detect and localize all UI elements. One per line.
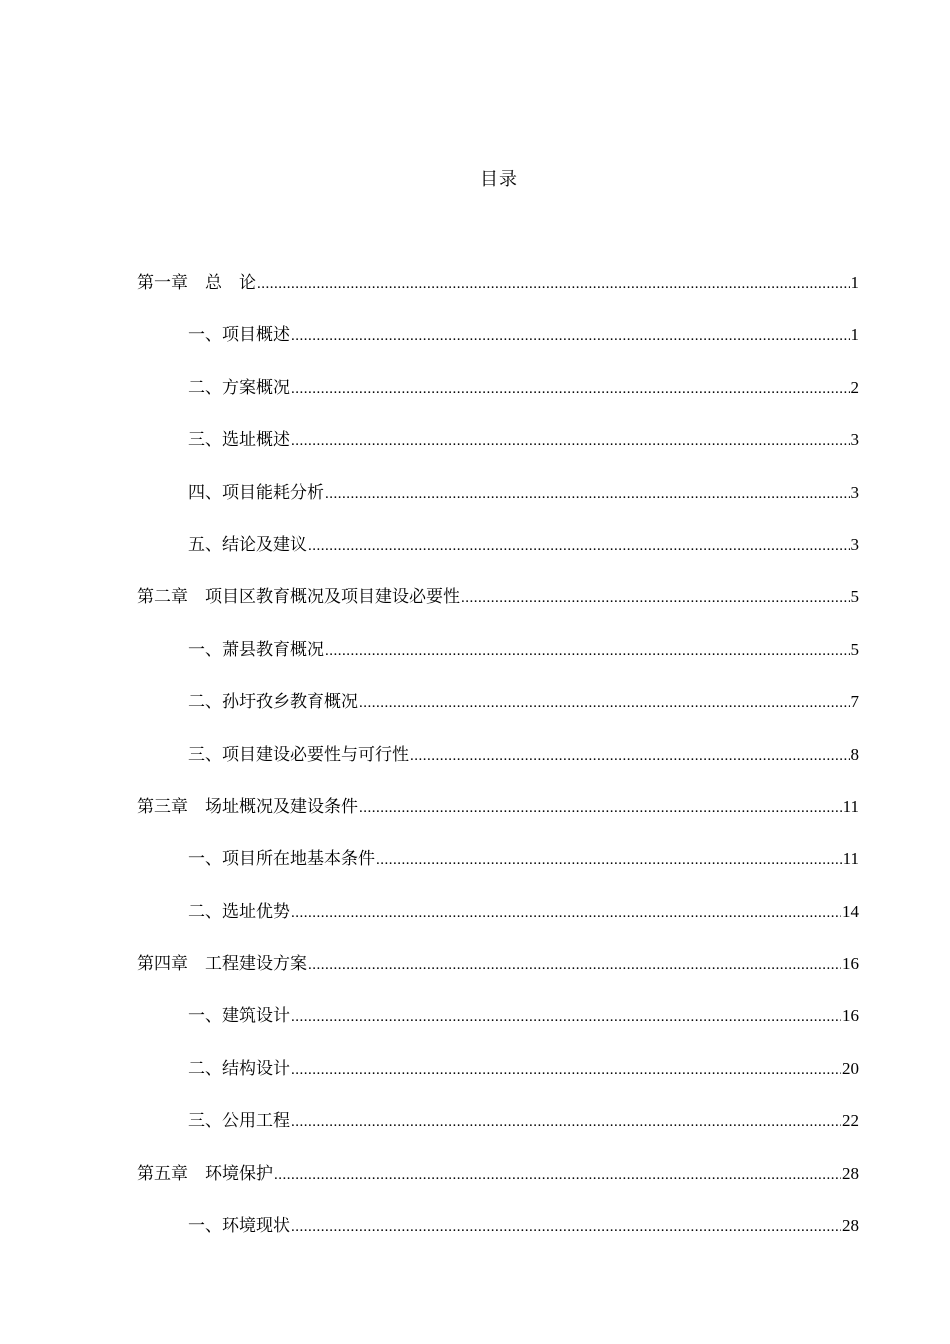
toc-page-number: 8 (850, 744, 859, 764)
toc-dot-leader (410, 743, 850, 769)
toc-page-number: 7 (850, 692, 859, 712)
toc-dot-leader (308, 952, 841, 978)
toc-dot-leader (274, 1162, 841, 1188)
toc-page-number: 11 (842, 849, 859, 869)
toc-page-number: 2 (850, 377, 859, 397)
toc-page-number: 28 (842, 1163, 859, 1183)
toc-entry[interactable] (137, 899, 859, 951)
toc-dot-leader (461, 585, 850, 611)
toc-page-number: 22 (842, 1111, 859, 1131)
toc-dot-leader (291, 1004, 841, 1030)
toc-page-number: 3 (850, 534, 859, 554)
toc-dot-leader (376, 847, 842, 873)
toc-page-number: 3 (850, 430, 859, 450)
toc-dot-leader (291, 1109, 841, 1135)
toc-entry[interactable] (137, 689, 859, 741)
toc-entry[interactable] (137, 427, 859, 479)
toc-entry-label: 第二章 项目区教育概况及项目建设必要性 (137, 587, 460, 608)
toc-dot-leader (359, 690, 850, 716)
toc-entry[interactable] (137, 1056, 859, 1108)
toc-entry[interactable] (137, 1161, 859, 1213)
toc-entry[interactable] (137, 951, 859, 1003)
toc-entry-label: 三、选址概述 (188, 430, 290, 451)
toc-page-number: 14 (842, 901, 859, 921)
toc-entry-label: 三、公用工程 (188, 1111, 290, 1132)
toc-entry-label: 第四章 工程建设方案 (137, 954, 307, 975)
toc-dot-leader (291, 428, 850, 454)
toc-dot-leader (257, 271, 850, 297)
toc-entry[interactable] (137, 742, 859, 794)
toc-page-number: 16 (842, 954, 859, 974)
toc-page-number: 1 (850, 273, 859, 292)
toc-entry-label: 二、方案概况 (188, 377, 290, 398)
toc-entry[interactable] (137, 1108, 859, 1160)
toc-page-number: 20 (842, 1058, 859, 1078)
toc-page-number: 5 (850, 587, 859, 607)
toc-entry[interactable] (137, 1213, 859, 1265)
toc-dot-leader (291, 323, 850, 349)
toc-entry-label: 二、孙圩孜乡教育概况 (188, 692, 358, 713)
toc-entry-label: 第三章 场址概况及建设条件 (137, 796, 358, 817)
toc-entry[interactable] (137, 794, 859, 846)
toc-page-number: 16 (842, 1006, 859, 1026)
toc-page-number: 3 (850, 482, 859, 502)
toc-entry-label: 五、结论及建议 (188, 534, 307, 555)
toc-entry[interactable] (137, 532, 859, 584)
toc-page-number: 28 (842, 1216, 859, 1236)
toc-entry-label: 一、项目所在地基本条件 (188, 849, 375, 870)
toc-entry[interactable] (137, 480, 859, 532)
toc-entry[interactable] (137, 584, 859, 636)
toc-entry-label: 一、环境现状 (188, 1216, 290, 1237)
page-title: 目录 (480, 169, 518, 190)
toc-dot-leader (291, 900, 841, 926)
toc-dot-leader (291, 1214, 841, 1240)
toc-entry-label: 第一章 总 论 (137, 273, 256, 293)
toc-entry-label: 一、建筑设计 (188, 1006, 290, 1027)
toc-entry-label: 第五章 环境保护 (137, 1163, 273, 1184)
toc-dot-leader (359, 795, 842, 821)
toc-entry-label: 一、萧县教育概况 (188, 639, 324, 660)
toc-entry[interactable] (137, 846, 859, 898)
toc-dot-leader (325, 481, 850, 507)
toc-entry-label: 一、项目概述 (188, 325, 290, 346)
toc-entry-label: 二、结构设计 (188, 1058, 290, 1079)
toc-dot-leader (325, 638, 850, 664)
toc-entry-label: 四、项目能耗分析 (188, 482, 324, 503)
toc-entry-label: 三、项目建设必要性与可行性 (188, 744, 409, 765)
toc-entry[interactable] (137, 270, 859, 322)
toc-dot-leader (291, 1057, 841, 1083)
toc-dot-leader (291, 376, 850, 402)
toc-entry[interactable] (137, 375, 859, 427)
toc-entry[interactable] (137, 1003, 859, 1055)
toc-page-number: 5 (850, 639, 859, 659)
toc-entry[interactable] (137, 637, 859, 689)
table-of-contents (137, 270, 859, 1265)
toc-entry-label: 二、选址优势 (188, 901, 290, 922)
toc-page-number: 11 (842, 796, 859, 816)
toc-entry[interactable] (137, 322, 859, 374)
toc-dot-leader (308, 533, 850, 559)
toc-page-number: 1 (850, 325, 859, 345)
